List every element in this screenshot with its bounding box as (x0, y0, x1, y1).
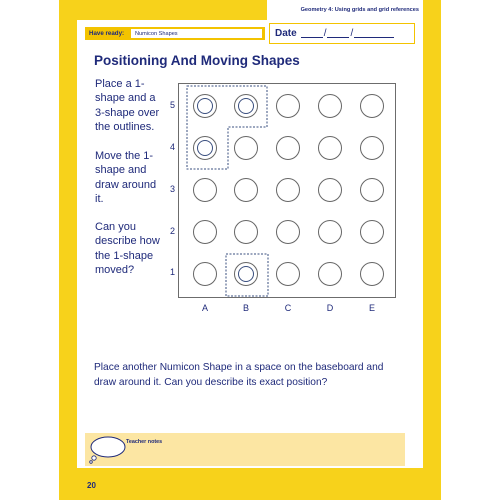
peg-hole (193, 94, 217, 118)
shape-hole-marker (238, 98, 254, 114)
column-label: C (284, 303, 292, 313)
peg-hole (234, 262, 258, 286)
peg-hole (360, 262, 384, 286)
peg-hole (193, 178, 217, 202)
have-ready-label: Have ready: (89, 30, 125, 37)
extension-task: Place another Numicon Shape in a space on the baseboard and draw around it. Can you describe its exact position? (94, 362, 384, 388)
peg-hole (234, 94, 258, 118)
row-label: 4 (170, 142, 176, 152)
page-number: 20 (87, 481, 96, 490)
peg-hole (360, 94, 384, 118)
have-ready-value: Numicon Shapes (131, 29, 262, 38)
peg-hole (276, 94, 300, 118)
peg-hole (360, 178, 384, 202)
teacher-notes-box (85, 433, 405, 466)
instruction-1: Place a 1-shape and a 3-shape over the outlines. (95, 78, 160, 133)
peg-hole (276, 262, 300, 286)
peg-hole (276, 136, 300, 160)
peg-hole (360, 220, 384, 244)
peg-hole (318, 262, 342, 286)
peg-hole (234, 220, 258, 244)
peg-hole (193, 136, 217, 160)
column-label: D (326, 303, 334, 313)
row-label: 5 (170, 100, 176, 110)
row-label: 3 (170, 184, 176, 194)
peg-hole (360, 136, 384, 160)
peg-hole (318, 220, 342, 244)
peg-hole (276, 220, 300, 244)
peg-hole (276, 178, 300, 202)
peg-hole (193, 220, 217, 244)
page-title: Positioning And Moving Shapes (94, 53, 300, 68)
date-separator: / (350, 28, 354, 39)
instruction-3: Can you describe how the 1-shape moved? (95, 221, 160, 276)
peg-hole (318, 136, 342, 160)
row-label: 1 (170, 267, 176, 277)
date-separator: / (323, 28, 327, 39)
shape-hole-marker (197, 140, 213, 156)
instruction-2: Move the 1-shape and draw around it. (95, 150, 157, 205)
reference-text: Geometry 4: Using grids and grid references (300, 7, 419, 13)
column-label: A (201, 303, 208, 313)
date-label: Date (275, 28, 297, 39)
teacher-notes-label: Teacher notes (126, 439, 163, 445)
speech-bubble-icon (88, 436, 128, 464)
peg-hole (318, 178, 342, 202)
shape-hole-marker (238, 266, 254, 282)
shape-hole-marker (197, 98, 213, 114)
column-label: B (242, 303, 249, 313)
row-label: 2 (170, 226, 176, 236)
peg-hole (234, 136, 258, 160)
peg-hole (193, 262, 217, 286)
peg-hole (234, 178, 258, 202)
peg-hole (318, 94, 342, 118)
column-label: E (368, 303, 375, 313)
